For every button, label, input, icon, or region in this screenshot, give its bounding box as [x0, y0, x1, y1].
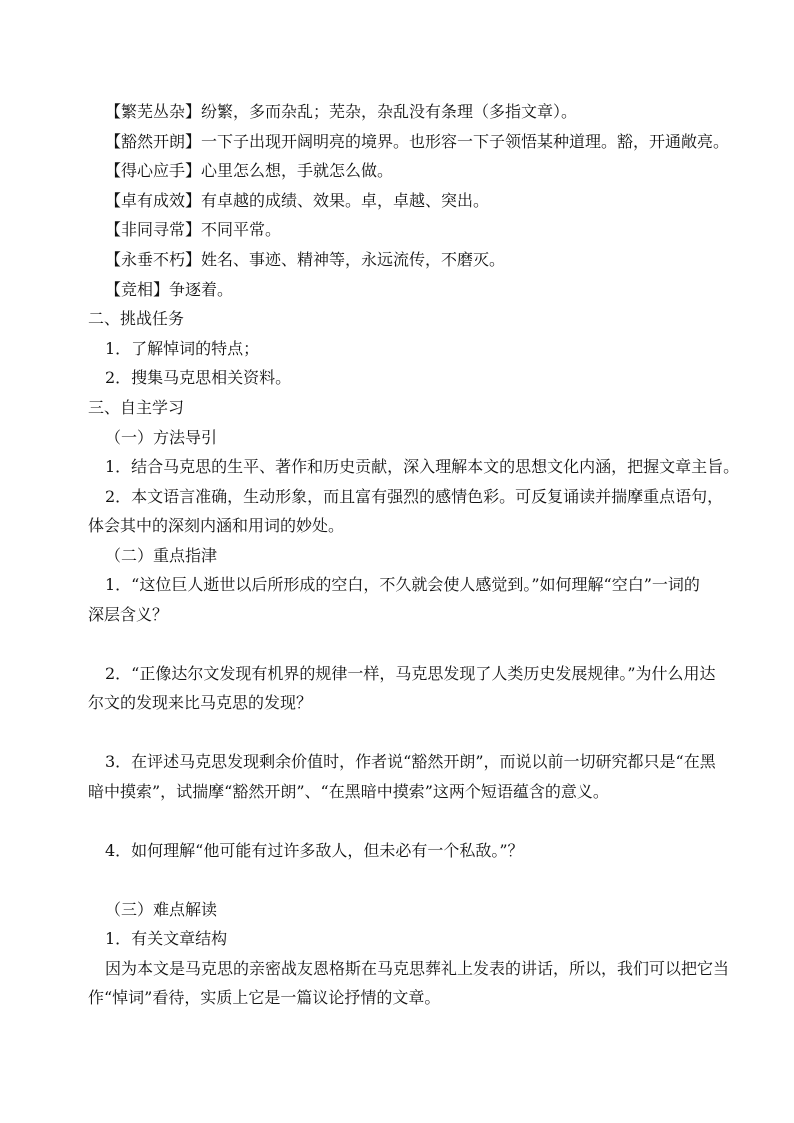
term-word: 【繁芜丛杂】 — [105, 102, 202, 121]
paragraph-line: 因为本文是马克思的亲密战友恩格斯在马克思葬礼上发表的讲话，所以，我们可以把它当 — [105, 959, 730, 978]
question-item: 4．如何理解“他可能有过许多敌人，但未必有一个私敌。”？ — [105, 841, 524, 860]
method-item: 2．本文语言准确，生动形象，而且富有强烈的感情色彩。可反复诵读并揣摩重点语句， — [105, 487, 724, 506]
question-item: 2．“正像达尔文发现有机界的规律一样，马克思发现了人类历史发展规律。”为什么用达 — [105, 664, 716, 683]
term-entry — [105, 160, 393, 182]
term-entry — [105, 249, 505, 271]
subsection-title: （三）难点解读 — [105, 900, 218, 919]
question-item: 3．在评述马克思发现剩余价值时，作者说“豁然开朗”，而说以前一切研究都只是“在黑 — [105, 752, 716, 771]
term-definition: 姓名、事迹、精神等，永远流传，不磨灭。 — [201, 250, 506, 269]
term-entry — [105, 190, 489, 212]
term-definition: 纷繁，多而杂乱；芜杂，杂乱没有条理（多指文章）。 — [201, 102, 578, 121]
term-word: 【永垂不朽】 — [105, 250, 202, 269]
term-entry — [105, 131, 729, 153]
subsection-title: （二）重点指津 — [105, 546, 218, 565]
question-item-continued: 深层含义？ — [88, 605, 169, 624]
subsection-title: （一）方法导引 — [105, 428, 218, 447]
term-entry — [105, 219, 281, 241]
term-word: 【卓有成效】 — [105, 191, 202, 210]
term-definition: 争逐着。 — [169, 280, 234, 299]
term-definition: 有卓越的成绩、效果。卓，卓越、突出。 — [201, 191, 490, 210]
term-word: 【豁然开朗】 — [105, 132, 202, 151]
term-definition: 不同平常。 — [201, 220, 282, 239]
question-item-continued: 尔文的发现来比马克思的发现？ — [88, 693, 313, 712]
term-word: 【非同寻常】 — [105, 220, 202, 239]
term-word: 【得心应手】 — [105, 161, 202, 180]
question-item-continued: 暗中摸索”，试揣摩“豁然开朗”、“在黑暗中摸索”这两个短语蕴含的意义。 — [88, 782, 609, 801]
difficulty-item: 1．有关文章结构 — [105, 929, 228, 948]
term-word: 【竞相】 — [105, 280, 170, 299]
term-definition: 心里怎么想，手就怎么做。 — [201, 161, 394, 180]
term-definition: 一下子出现开阔明亮的境界。也形容一下子领悟某种道理。豁，开通敞亮。 — [201, 132, 730, 151]
method-item-continued: 体会其中的深刻内涵和用词的妙处。 — [88, 516, 345, 535]
term-entry — [105, 101, 577, 123]
task-item: 1．了解悼词的特点； — [105, 339, 260, 358]
paragraph-line-continued: 作“悼词”看待，实质上它是一篇议论抒情的文章。 — [88, 988, 441, 1007]
section-heading: 三、自主学习 — [88, 398, 185, 417]
method-item: 1．结合马克思的生平、著作和历史贡献，深入理解本文的思想文化内涵，把握文章主旨。 — [105, 457, 740, 476]
question-item: 1．“这位巨人逝世以后所形成的空白，不久就会使人感觉到。”如何理解“空白”一词的 — [105, 575, 700, 594]
task-item: 2．搜集马克思相关资料。 — [105, 368, 292, 387]
section-heading: 二、挑战任务 — [88, 309, 185, 328]
term-entry — [105, 279, 233, 301]
